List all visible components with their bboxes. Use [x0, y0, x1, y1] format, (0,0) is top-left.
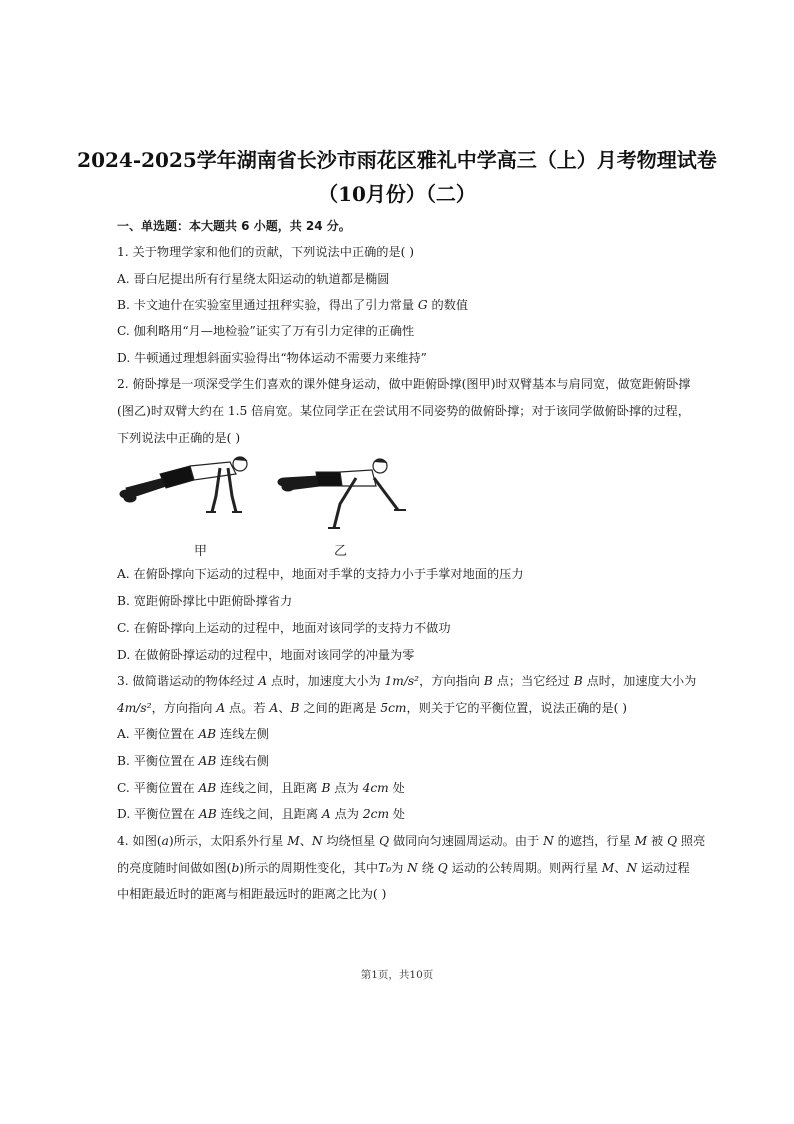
- q3-option-a: A. 平衡位置在 AB 连线左侧: [117, 727, 269, 741]
- q3-stem-line1: 3. 做简谐运动的物体经过 A 点时，加速度大小为 1m/s²，方向指向 B 点；当它经过 B 点时，加速度大小为: [117, 674, 697, 688]
- q4-stem-line2: 的亮度随时间做如图(b)所示的周期性变化，其中T₀为 N 绕 Q 运动的公转周期。则两行星 M、N 运动过程: [117, 861, 690, 875]
- q4-stem-line3: 中相距最近时的距离与相距最远时的距离之比为( ): [117, 887, 387, 901]
- q2-option-c: C. 在俯卧撑向上运动的过程中，地面对该同学的支持力不做功: [117, 621, 451, 635]
- figure-label-jia: 甲: [194, 544, 208, 559]
- exam-title-line2: （10月份）（二）: [318, 182, 476, 206]
- exam-title-line1: 2024-2025学年湖南省长沙市雨花区雅礼中学高三（上）月考物理试卷: [77, 148, 717, 172]
- q3-stem-line2: 4m/s²，方向指向 A 点。若 A、B 之间的距离是 5cm，则关于它的平衡位置，说法正确的是( ): [117, 701, 628, 715]
- q1-option-b: B. 卡文迪什在实验室里通过扭秤实验，得出了引力常量 G 的数值: [117, 298, 469, 312]
- q2-stem-line2: (图乙)时双臂大约在 1.5 倍肩宽。某位同学正在尝试用不同姿势的做俯卧撑；对于该同学做俯卧撑的过程，: [117, 404, 690, 418]
- q1-option-d: D. 牛顿通过理想斜面实验得出“物体运动不需要力来维持”: [117, 351, 427, 365]
- pushup-figure: [112, 452, 412, 562]
- pushup-figure-yi: [278, 459, 406, 528]
- q2-stem-line1: 2. 俯卧撑是一项深受学生们喜欢的课外健身运动，做中距俯卧撑(图甲)时双臂基本与肩同宽，做宽距俯卧撑: [117, 377, 691, 391]
- pushup-figure-jia: [120, 457, 247, 512]
- pushup-illustration: [112, 452, 412, 562]
- q2-option-b: B. 宽距俯卧撑比中距俯卧撑省力: [117, 594, 293, 608]
- q4-stem-line1: 4. 如图(a)所示，太阳系外行星 M、N 均绕恒星 Q 做同向匀速圆周运动。由于 N 的遮挡，行星 M 被 Q 照亮: [117, 834, 706, 848]
- q3-option-c: C. 平衡位置在 AB 连线之间，且距离 B 点为 4cm 处: [117, 781, 405, 795]
- figure-label-yi: 乙: [334, 544, 348, 559]
- q1-option-c: C. 伽利略用“月—地检验”证实了万有引力定律的正确性: [117, 324, 415, 338]
- q3-option-d: D. 平衡位置在 AB 连线之间，且距离 A 点为 2cm 处: [117, 807, 406, 821]
- q1-option-a: A. 哥白尼提出所有行星绕太阳运动的轨道都是椭圆: [117, 272, 390, 286]
- page-footer: 第1页，共10页: [360, 969, 434, 981]
- q2-option-d: D. 在做俯卧撑运动的过程中，地面对该同学的冲量为零: [117, 648, 415, 662]
- section-heading-single-choice: 一、单选题：本大题共 6 小题，共 24 分。: [117, 219, 351, 233]
- q2-stem-line3: 下列说法中正确的是( ): [117, 431, 241, 445]
- q3-option-b: B. 平衡位置在 AB 连线右侧: [117, 754, 269, 768]
- q1-stem: 1. 关于物理学家和他们的贡献，下列说法中正确的是( ): [117, 245, 415, 259]
- q2-option-a: A. 在俯卧撑向下运动的过程中，地面对手掌的支持力小于手掌对地面的压力: [117, 567, 524, 581]
